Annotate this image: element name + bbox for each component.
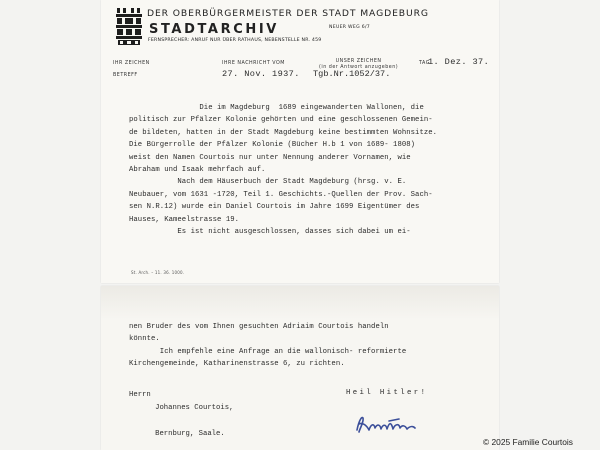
letterhead-address: NEUER WEG 6/7	[329, 25, 371, 30]
letter-body-part-2: nen Bruder des vom Ihnen gesuchten Adriaim Courtois handeln könnte. Ich empfehle eine Anfrage an die wallonisch- reformierte Kirchengemeinde, Katharinenstrasse 6, zu richten.	[129, 323, 407, 369]
letterhead-phone: FERNSPRECHER: ANRUF NUR ÜBER RATHAUS, NEBENSTELLE NR. 459	[148, 38, 322, 43]
closing-greeting: Heil Hitler!	[346, 389, 428, 397]
letter-body-part-1: Die im Magdeburg 1689 eingewanderten Wallonen, die politisch zur Pfälzer Kolonie gehörten und eine geschlossenen Gemein- de bildeten, hatten in der Stadt Magdeburg keine bestimmten Wohnsitze. Die Bürgerrolle der Pfälzer Kolonie (Bücher H.b 1 von 1689- 1808) weist den Namen Courtois nur unter Nennung anderer Vornamen, wie Abraham und Isaak mehrfach auf. Nach dem Häuserbuch der Stadt Magdeburg (hrsg. v. E. Neubauer, vom 1631 -1720, Teil 1. Geschichts.-Quellen der Prov. Sach- sen N.R.12) wurde ein Daniel Courtois im Jahre 1699 Eigentümer des Hauses, Kameelstrasse 19. Es ist nicht ausgeschlossen, dasses sich dabei um ei-	[129, 104, 438, 237]
reference-number: Tgb.Nr.1052/37.	[313, 69, 391, 79]
letter-top-sheet	[101, 0, 499, 283]
field-label-day: TAG	[419, 61, 430, 66]
form-code: St. Arch. – 11. 36. 1000.	[131, 270, 185, 275]
copyright-notice: © 2025 Familie Courtois	[483, 437, 573, 447]
recipient-address: Herrn Johannes Courtois, Bernburg, Saale.	[129, 391, 234, 438]
letterhead-authority: DER OBERBÜRGERMEISTER DER STADT MAGDEBURG	[147, 8, 429, 19]
field-label-your-sign: IHR ZEICHEN	[113, 61, 150, 66]
letterhead-archive-title: STADTARCHIV	[149, 22, 279, 37]
field-label-subject: BETREFF	[113, 73, 138, 78]
your-message-date: 27. Nov. 1937.	[222, 69, 300, 79]
handwritten-signature	[353, 410, 425, 438]
bleed-through-shadow	[101, 286, 499, 320]
letter-date: 1. Dez. 37.	[428, 57, 490, 67]
field-label-our-sign: UNSER ZEICHEN (in der Antwort anzugeben)	[319, 59, 399, 70]
city-crest-logo	[115, 6, 143, 46]
field-label-your-message: IHRE NACHRICHT VOM	[222, 61, 285, 66]
letter-bottom-sheet	[101, 286, 499, 450]
